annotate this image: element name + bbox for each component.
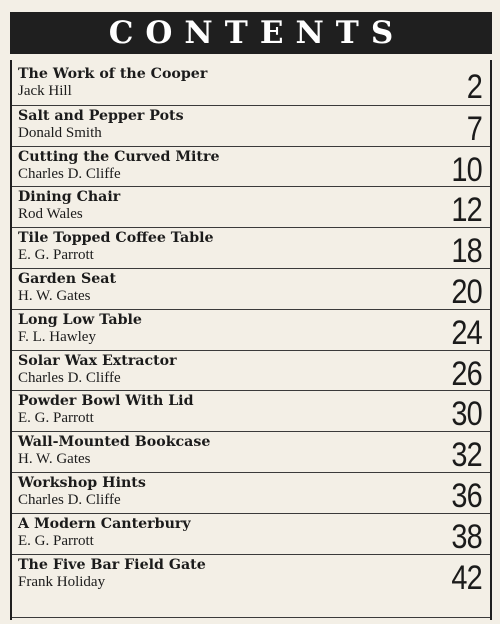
bottom-divider — [12, 617, 490, 618]
article-title: Cutting the Curved Mitre — [18, 148, 220, 165]
contents-entry[interactable] — [12, 513, 490, 554]
page-number: 2 — [466, 68, 482, 106]
article-title: Solar Wax Extractor — [18, 352, 177, 369]
page-number: 26 — [451, 354, 482, 393]
article-title: A Modern Canterbury — [18, 515, 191, 532]
article-title: Wall-Mounted Bookcase — [18, 434, 211, 451]
page-number: 38 — [451, 517, 482, 556]
article-title: Salt and Pepper Pots — [18, 107, 184, 124]
contents-list — [12, 64, 490, 597]
page-number: 30 — [451, 395, 482, 434]
article-title: The Five Bar Field Gate — [18, 556, 206, 573]
page-number: 42 — [451, 558, 482, 597]
contents-entry[interactable] — [12, 390, 490, 434]
contents-entry[interactable] — [12, 472, 490, 513]
page-number: 32 — [451, 436, 482, 475]
article-author: F. L. Hawley — [18, 328, 96, 345]
contents-entry[interactable] — [12, 268, 490, 309]
article-title: Dining Chair — [18, 189, 121, 206]
article-author: Jack Hill — [18, 83, 72, 99]
article-title: Long Low Table — [18, 311, 142, 328]
contents-entry[interactable] — [12, 105, 490, 146]
contents-heading: CONTENTS — [10, 12, 492, 54]
article-author: Charles D. Cliffe — [18, 369, 121, 386]
contents-entry[interactable] — [12, 309, 490, 350]
article-author: Charles D. Cliffe — [18, 165, 121, 182]
contents-entry[interactable] — [12, 350, 490, 391]
contents-entry[interactable] — [12, 554, 490, 595]
article-title: Powder Bowl With Lid — [18, 393, 194, 410]
contents-entry[interactable] — [12, 227, 490, 271]
article-author: H. W. Gates — [18, 287, 91, 304]
page-number: 7 — [466, 109, 482, 148]
article-title: Garden Seat — [18, 270, 117, 287]
article-author: E. G. Parrott — [18, 532, 94, 549]
page-number: 18 — [451, 232, 482, 271]
page-number: 24 — [451, 313, 482, 352]
page-number: 36 — [451, 476, 482, 515]
article-title: Workshop Hints — [18, 474, 146, 491]
contents-entry[interactable] — [12, 64, 490, 105]
article-author: Charles D. Cliffe — [18, 491, 121, 508]
contents-entry[interactable] — [12, 146, 490, 187]
article-author: E. G. Parrott — [18, 410, 94, 427]
contents-entry[interactable] — [12, 431, 490, 475]
contents-entry[interactable] — [12, 186, 490, 230]
page-number: 12 — [451, 191, 482, 230]
article-title: Tile Topped Coffee Table — [18, 230, 214, 247]
page-number: 10 — [451, 150, 482, 189]
article-author: E. G. Parrott — [18, 247, 94, 264]
contents-frame — [10, 60, 492, 620]
page-number: 20 — [451, 272, 482, 311]
article-author: Donald Smith — [18, 124, 102, 141]
article-author: Rod Wales — [18, 206, 83, 223]
article-author: H. W. Gates — [18, 451, 91, 468]
article-author: Frank Holiday — [18, 573, 106, 590]
article-title: The Work of the Cooper — [18, 66, 208, 82]
